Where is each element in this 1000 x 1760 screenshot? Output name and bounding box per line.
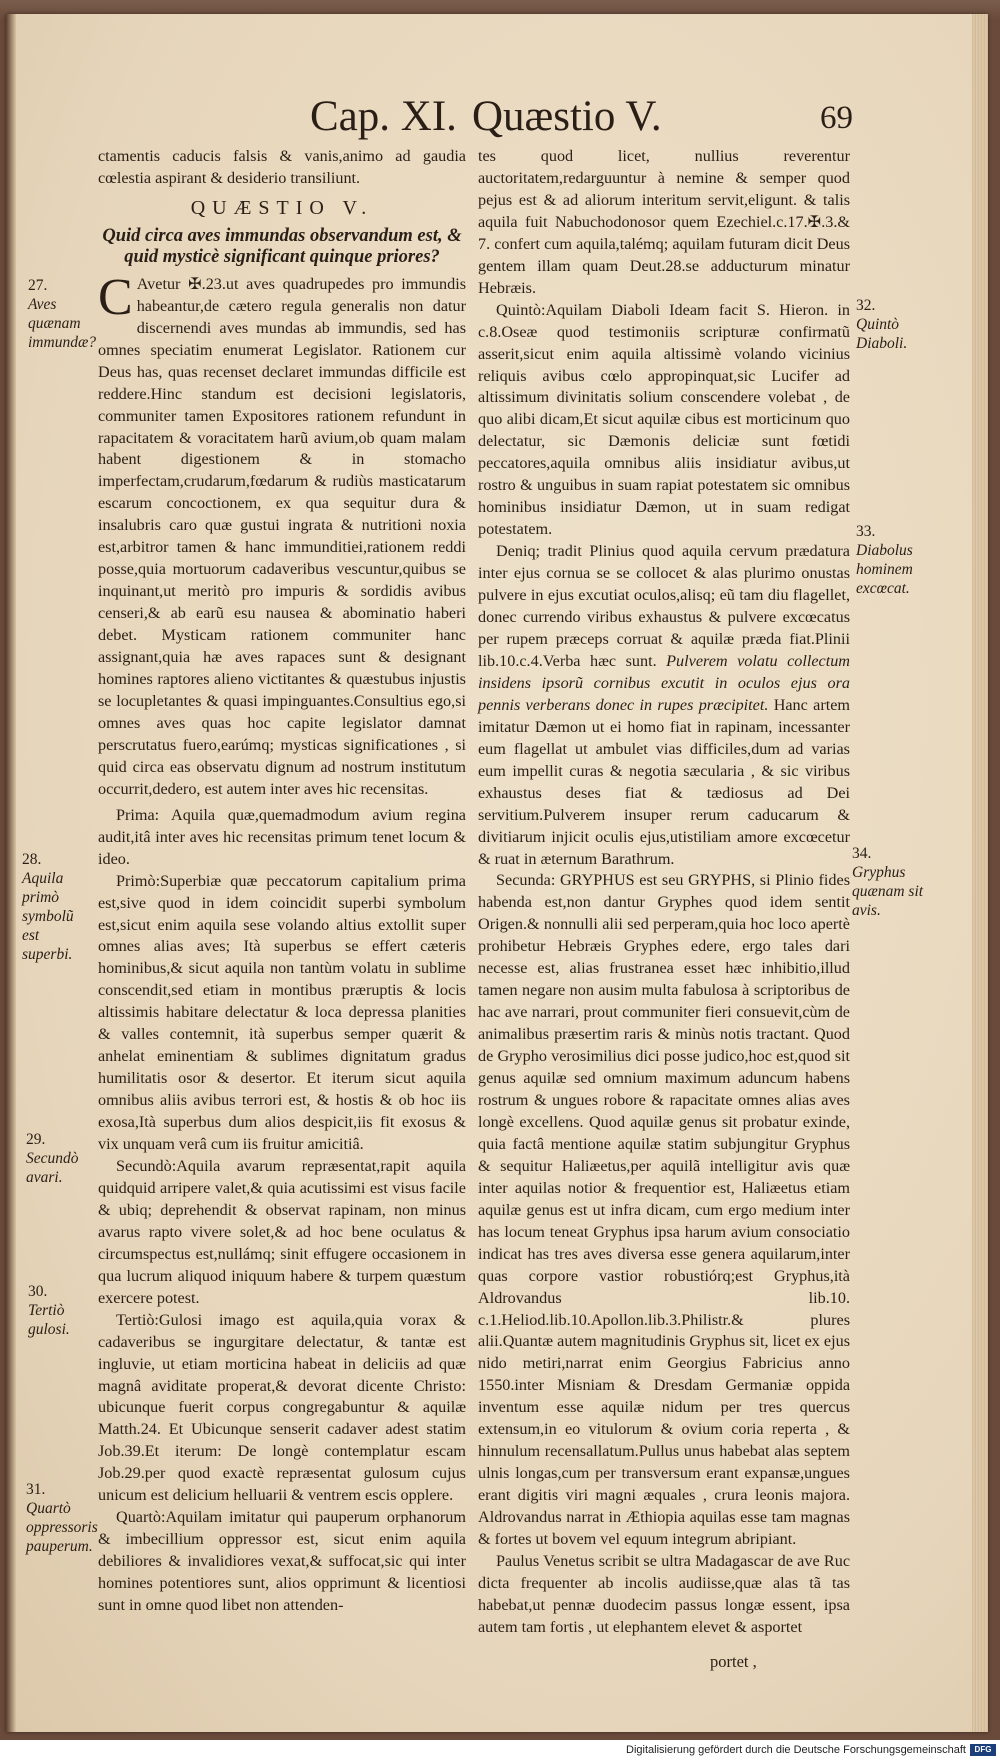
funding-note: Digitalisierung gefördert durch die Deutsche Forschungsgemeinschaft: [626, 1744, 966, 1756]
pliny-quote: Pulverem volatu collectum insidens ipsorũ cornibus excutit in oculos ejus ora pennis verberans donec in rupes præcipitet.: [478, 651, 850, 714]
paragraph: Secunda: GRYPHUS est seu GRYPHS, si Plinio fides habenda est,non dantur Gryphes quod idem sentit Origen.& nonnulli alii sed perperam,quia hoc loco apertè prohibetur Hebræis Gryphes edere, ergo tales dari necesse est, alias frustranea esset hæc inhibitio,illud tamen negare non ausim multa fabulosa à scriptoribus de hac ave narrari, prout communiter fieri consuevit,cùm de animalibus præsertim raris & minùs notis tractant. Quod de Grypho verosimilius dici posse judico,hoc est,quod sit genus aquilæ sed omnium maximum aduncum habens rostrum & ungues robore & rapacitate omnes alias aves longè excellens. Quod aquilæ genus sit probatur exinde, quia factâ mentione aquilæ statim subjungitur Gryphus & sequitur Haliæetus,per aquilã intelligitur avis quæ inter aquilas notior & frequentior est, Haliæetus etiam aquilæ genus est ut infra dicam, cum ergo medium inter has locum teneat Gryphus ipsa harum avium consociatio indicat has tres aves diversa esse genera aquilarum,inter quas corpore vastior robustiórq;est Gryphus,ità Aldrovandus lib.10. c.1.Heliod.lib.10.Apollon.lib.3.Philistr.& plures alii.Quantæ autem magnitudinis Gryphus sit, licet ex ejus nido metiri,narrat enim Georgius Fabricius anno 1550.inter Misniam & Dresdam Germaniæ oppida inventum esse aquilæ nidum per tres quercus extensum,in eo vitulorum & ovium coria reperta , & hinnulum recensallatum.Pullus unus habebat alas septem ulnis longas,cum per transversum erant expansæ,ungues erant digitis viri magni æquales , crura leonis majora. Aldrovandus narrat in Æthiopia aquilas esse tam magnas & fortes ut bovem vel equum integrum abripiant.: [478, 871, 850, 1549]
paragraph: Quartò:Aquilam imitatur qui pauperum orphanorum & imbecillium oppressor est, sicut enim aquila debiliores & invalidiores vexat,& suffocat,sic qui inter homines potentiores sunt, alios opprimunt & licentiosi sunt in omne quod libet non attenden-: [98, 1508, 466, 1615]
page-gutter: [6, 14, 16, 1732]
left-column: [98, 146, 466, 1617]
catchword: portet ,: [710, 1652, 757, 1671]
paragraph: Tertiò:Gulosi imago est aquila,quia vorax & cadaveribus se ingurgitare delectatur, & tantæ est ingluvie, ut etiam morticina habeat in deliciis ad quæ magnâ aviditate properat,& devorat dicente Christo: ubicunque fuerit corpus congregabuntur & aquilæ Matth.24. Et Ubicunque senserit cadaver adest statim Job.39.Et iterum: De longè contemplatur escam Job.29.per quod exactè repræsentat gulosum cujus unicum est delicium helluarii & ventrem escis opplere.: [98, 1310, 466, 1505]
marginal-note-27: 27. Aves quænam immundæ?: [28, 277, 97, 351]
marginal-note-32: 32. Quintò Diaboli.: [856, 297, 908, 352]
continuation-text: ctamentis caducis falsis & vanis,animo ad gaudia cœlestia aspirant & desiderio transiliunt.: [98, 147, 466, 187]
paragraph: Paulus Venetus scribit se ultra Madagascar de ave Ruc dicta frequenter ab incolis audiisse,quæ alas tã tas habebat,ut pennæ duodecim passus longæ essent, ipsa autem tam fortis , ut elephantem elevet & asportet: [478, 1552, 850, 1636]
question-subtitle: Quid circa aves immundas observandum est, & quid mysticè significant quinque priores?: [102, 225, 462, 267]
right-column: [478, 146, 850, 1639]
question-title: QUÆSTIO V.: [190, 196, 374, 219]
marginal-note-34: 34. Gryphus quænam sit avis.: [852, 845, 924, 919]
question-heading: Quæstio V.: [472, 93, 662, 140]
paragraph: Secundò:Aquila avarum repræsentat,rapit aquila quidquid arripere valet,& quia acutissimi est visus facile & ubiq; deprehendit & observat rapinam, non minus avarus rapto vivere solet,& ad hoc bene oculatus & circumspectus est,nullámq; sinit effugere occasionem in qua lucrum aliquod iniquum habere & turpem quæstum exercere potest.: [98, 1156, 466, 1307]
paragraph: Prima: Aquila quæ,quemadmodum avium regina audit,itâ inter aves hic recensitas primum tenet locum & ideo.: [98, 805, 466, 868]
marginal-note-31: 31. Quartò oppressoris pauperum.: [26, 1481, 98, 1555]
marginal-note-28: 28. Aquila primò symbolũ est superbi.: [22, 851, 74, 963]
paragraph: Primò:Superbiæ quæ peccatorum capitalium prima est,sive quod in idem coincidit superbi symbolum est,sicut enim aquila sese volando altius extollit super omnes alias aves; Ità superbus se effert cæteris hominibus,& sicut aquila non tantùm volatu in sublime conscendit,sed etiam in montibus præruptis & locis altissimis habitare delectatur & loca depressa planities & valles contemnit, ità superbus semper quærit & anhelat eminentiam & sublimes dignitatum gradus humilitatis osor & desertor. Et iterum sicut aquila omnibus aliis avibus terrori est, & hostis & ob hoc iis exosa,Ità superbus dum alios despicit,iis fit exosus & vix unquam verâ cum iis fruitur amicitiâ.: [98, 871, 466, 1154]
paragraph: Deniq; tradit Plinius quod aquila cervum prædatura inter ejus cornua se se collocet & alas plurimo onustas pulvere in ejus excutiat oculos,alisq; eũ tam diu flagellet, donec currendo viribus exhaustus & pulvere excœcatus per rupem præceps corruat & aquilæ præda fiat.Plinii lib.10.c.4.Verba hæc sunt. Pulverem volatu collectum insidens ipsorũ cornibus excutit in oculos ejus ora pennis verberans donec in rupes præcipitet. Hanc artem imitatur Dæmon ut ei homo fiat in rapinam, incessanter eum flagellat ut ambulet vias difficiles,dum ad varias eum impellit curas & negotia sæcularia , & sic viribus exhaustus deses fiat & tædiosus ad Dei servitium.Pulverem insuper rerum caducarum & divitiarum injicit oculis ejus,utistiliam amore excœcetur & ruat in æternum Barathrum.: [478, 542, 850, 868]
page-edge: [972, 14, 988, 1732]
page-number: 69: [820, 100, 853, 136]
marginal-note-30: 30. Tertiò gulosi.: [28, 1283, 70, 1338]
paragraph: tes quod licet, nullius reverentur auctoritatem,redarguuntur à nemine & semper quod pejus est & ad aliorum interitum servit,eligunt. & talis aquila fuit Nabuchodonosor quem Ezechiel.c.17.✠.3.& 7. confert cum aquila,talémq; aquilam futuram dicit Deus gentem illam quam Deut.28.se adducturum minatur Hebræis.: [478, 147, 850, 297]
drop-cap: C: [98, 268, 133, 326]
chapter-heading: Cap. XI.: [310, 93, 457, 140]
dfg-logo: DFG: [970, 1744, 996, 1756]
marginal-note-29: 29. Secundò avari.: [26, 1131, 79, 1186]
paragraph: Quintò:Aquilam Diaboli Ideam facit S. Hieron. in c.8.Oseæ quod testimoniis scripturæ confirmatũ asserit,sicut enim aquila altissimè volando vicinius reliquis avibus cœlo appropinquat,sic Lucifer ad altissimum divinitatis solium conscendere volebat , de quo alibi dicam,Et sicut aquilæ cibus est morticinum quo delectatur, sic Dæmonis deliciæ sunt fœtidi peccatores,aquila omnibus aliis insidiatur avibus,ut rostro & unguibus in suam rapiat potestatem sic omnibus hominibus insidiatur Dæmon, ut in suam redigat potestatem.: [478, 300, 850, 539]
paragraph: C Avetur ✠.23.ut aves quadrupedes pro immundis habeantur,de cætero regula generalis non datur discernendi aves mundas ab immundis, sed has omnes speciatim enumerat Legislator. Rationem cur Deus has, quas recenset declaret immundas difficile est reddere.Hinc standum est decisioni legislatoris, communiter tamen Expositores rationem refundunt in rapacitatem & voracitatem harũ avium,ob quam malam habent digestionem & in stomacho imperfectam,crudarum,fœdarum & rudiùs masticatarum escarum concoctionem, ex qua sequitur dura & insalubris caro quæ gustui ingrata & nutritioni noxia est,arbitror tamen & hanc immunditiei,rationem reddi posse,quia mortuorum cadaveribus vescuntur,quibus se inquinant,ut meritò pro impuris & sordidis avibus censeri,& ab earũ esu nausea & abominatio haberi debet. Mysticam rationem communiter hanc assignant,quia hæ aves rapaces sunt & designant homines raptores alieno victitantes & quæstubus injustis se locupletantes & quasi impinguantes.Consultius ego,si omnes aves quas hoc capite legislator damnat perscrutatus fuero,earúmq; mysticas significationes , si quid circa eas observatu dignum ad nostrum institutum occurrit,dedero, est autem inter aves hic recensitas.: [98, 268, 466, 798]
digitization-footer: [0, 1740, 1000, 1760]
marginal-note-33: 33. Diabolus hominem excœcat.: [856, 523, 913, 597]
running-header: [300, 92, 860, 142]
